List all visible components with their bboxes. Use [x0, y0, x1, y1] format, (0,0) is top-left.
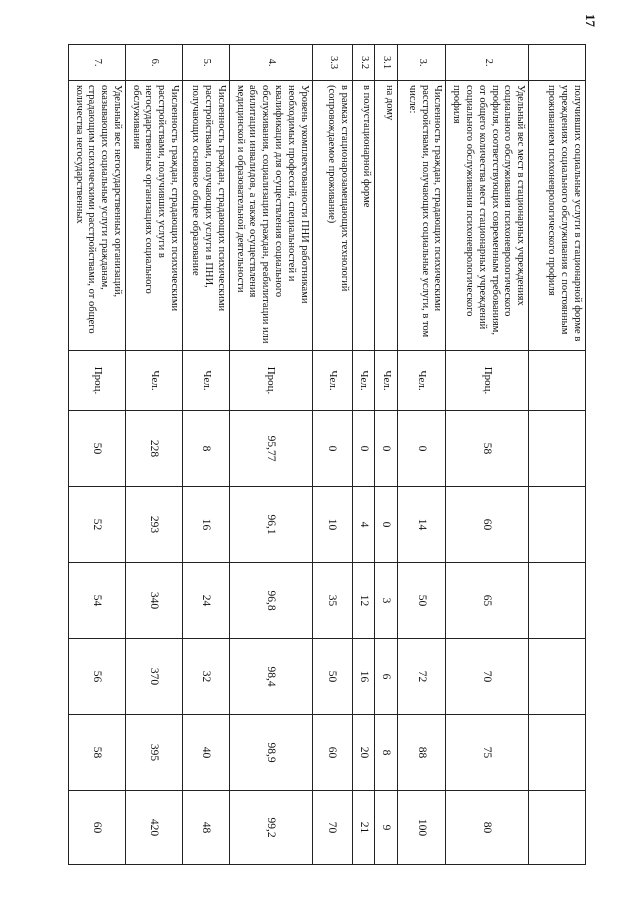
row-index: 3.2 — [353, 45, 375, 81]
value-cell: 58 — [69, 715, 126, 791]
indicator-name: на дому — [375, 81, 397, 351]
value-cell: 99,2 — [229, 791, 312, 865]
indicator-name: в полустационарной форме — [353, 81, 375, 351]
unit-cell: Чел. — [312, 351, 353, 411]
indicator-name: получивших социальные услуги в стационарной форме в учреждениях социального обслуживания с постоянным проживанием психоневрологического профиля — [529, 81, 586, 351]
table-row — [69, 45, 126, 865]
value-cell: 0 — [353, 411, 375, 487]
value-cell: 21 — [353, 791, 375, 865]
value-cell: 56 — [69, 639, 126, 715]
table-row — [446, 45, 529, 865]
value-cell — [529, 563, 586, 639]
value-cell: 72 — [397, 639, 446, 715]
value-cell: 8 — [375, 715, 397, 791]
value-cell: 6 — [375, 639, 397, 715]
value-cell: 52 — [69, 487, 126, 563]
value-cell: 75 — [446, 715, 529, 791]
value-cell — [529, 791, 586, 865]
indicator-name: Удельный вес мест в стационарных учреждениях социального обслуживания психоневрологического профиля, соответствующих современным требованиям, от общего количества мест стационарных учреждений социального обслуживания психоневрологического профиля — [446, 81, 529, 351]
indicator-name: Численность граждан, страдающих психическими расстройствами, получающих социальные услуги, в том числе: — [397, 81, 446, 351]
table-row — [375, 45, 397, 865]
indicator-name: Численность граждан, страдающих психическими расстройствами, получающих услуги в ПНИ, получающих основное общее образование — [183, 81, 230, 351]
unit-cell: Проц. — [229, 351, 312, 411]
value-cell: 96,1 — [229, 487, 312, 563]
value-cell — [529, 487, 586, 563]
value-cell: 100 — [397, 791, 446, 865]
value-cell: 16 — [183, 487, 230, 563]
unit-cell: Чел. — [353, 351, 375, 411]
row-index: 3. — [397, 45, 446, 81]
row-index: 5. — [183, 45, 230, 81]
value-cell: 98,9 — [229, 715, 312, 791]
row-index: 7. — [69, 45, 126, 81]
value-cell: 370 — [126, 639, 183, 715]
unit-cell: Чел. — [183, 351, 230, 411]
indicator-name: в рамках стационарозамещающих технологий (сопровождаемое проживание) — [312, 81, 353, 351]
value-cell: 96,8 — [229, 563, 312, 639]
unit-cell: Чел. — [126, 351, 183, 411]
value-cell: 3 — [375, 563, 397, 639]
value-cell: 48 — [183, 791, 230, 865]
unit-cell: Проц. — [69, 351, 126, 411]
value-cell: 16 — [353, 639, 375, 715]
value-cell: 10 — [312, 487, 353, 563]
value-cell: 60 — [446, 487, 529, 563]
unit-cell: Проц. — [446, 351, 529, 411]
unit-cell — [529, 351, 586, 411]
indicator-name: Уровень укомплектованности ПНИ работниками необходимых профессий, специальностей и квалификации для осуществления социального обслуживания, социализации граждан, реабилитации или абилитации инвалидов, а также осуществления медицинской и образовательной деятельности — [229, 81, 312, 351]
table-row — [183, 45, 230, 865]
table-row — [126, 45, 183, 865]
value-cell: 58 — [446, 411, 529, 487]
value-cell: 24 — [183, 563, 230, 639]
page-number: 17 — [583, 14, 598, 27]
value-cell: 228 — [126, 411, 183, 487]
indicators-table — [68, 44, 586, 865]
value-cell: 98,4 — [229, 639, 312, 715]
table-row — [529, 45, 586, 865]
indicator-name: Удельный вес негосударственных организаций, оказывающих социальные услуги гражданам, страдающим психическими расстройствами, от общего количества негосударственных — [69, 81, 126, 351]
value-cell: 70 — [312, 791, 353, 865]
value-cell: 35 — [312, 563, 353, 639]
value-cell: 0 — [312, 411, 353, 487]
value-cell: 8 — [183, 411, 230, 487]
value-cell: 80 — [446, 791, 529, 865]
value-cell — [529, 411, 586, 487]
value-cell — [529, 639, 586, 715]
unit-cell: Чел. — [375, 351, 397, 411]
value-cell: 50 — [69, 411, 126, 487]
row-index: 2. — [446, 45, 529, 81]
value-cell: 50 — [397, 563, 446, 639]
value-cell: 20 — [353, 715, 375, 791]
value-cell: 50 — [312, 639, 353, 715]
value-cell: 70 — [446, 639, 529, 715]
table-row — [312, 45, 353, 865]
value-cell — [529, 715, 586, 791]
table-row — [229, 45, 312, 865]
value-cell: 395 — [126, 715, 183, 791]
value-cell: 0 — [375, 487, 397, 563]
indicator-name: Численность граждан, страдающих психическими расстройствами, получивших услуги в негосударственных организациях социального обслуживания — [126, 81, 183, 351]
value-cell: 40 — [183, 715, 230, 791]
value-cell: 340 — [126, 563, 183, 639]
row-index — [529, 45, 586, 81]
value-cell: 54 — [69, 563, 126, 639]
value-cell: 420 — [126, 791, 183, 865]
value-cell: 293 — [126, 487, 183, 563]
row-index: 3.1 — [375, 45, 397, 81]
row-index: 6. — [126, 45, 183, 81]
table-row — [353, 45, 375, 865]
value-cell: 60 — [69, 791, 126, 865]
table-row — [397, 45, 446, 865]
row-index: 4. — [229, 45, 312, 81]
value-cell: 9 — [375, 791, 397, 865]
value-cell: 0 — [397, 411, 446, 487]
value-cell: 4 — [353, 487, 375, 563]
document-table-rotated — [68, 44, 586, 864]
value-cell: 14 — [397, 487, 446, 563]
value-cell: 60 — [312, 715, 353, 791]
value-cell: 65 — [446, 563, 529, 639]
value-cell: 95,77 — [229, 411, 312, 487]
value-cell: 12 — [353, 563, 375, 639]
value-cell: 88 — [397, 715, 446, 791]
value-cell: 32 — [183, 639, 230, 715]
unit-cell: Чел. — [397, 351, 446, 411]
value-cell: 0 — [375, 411, 397, 487]
row-index: 3.3 — [312, 45, 353, 81]
